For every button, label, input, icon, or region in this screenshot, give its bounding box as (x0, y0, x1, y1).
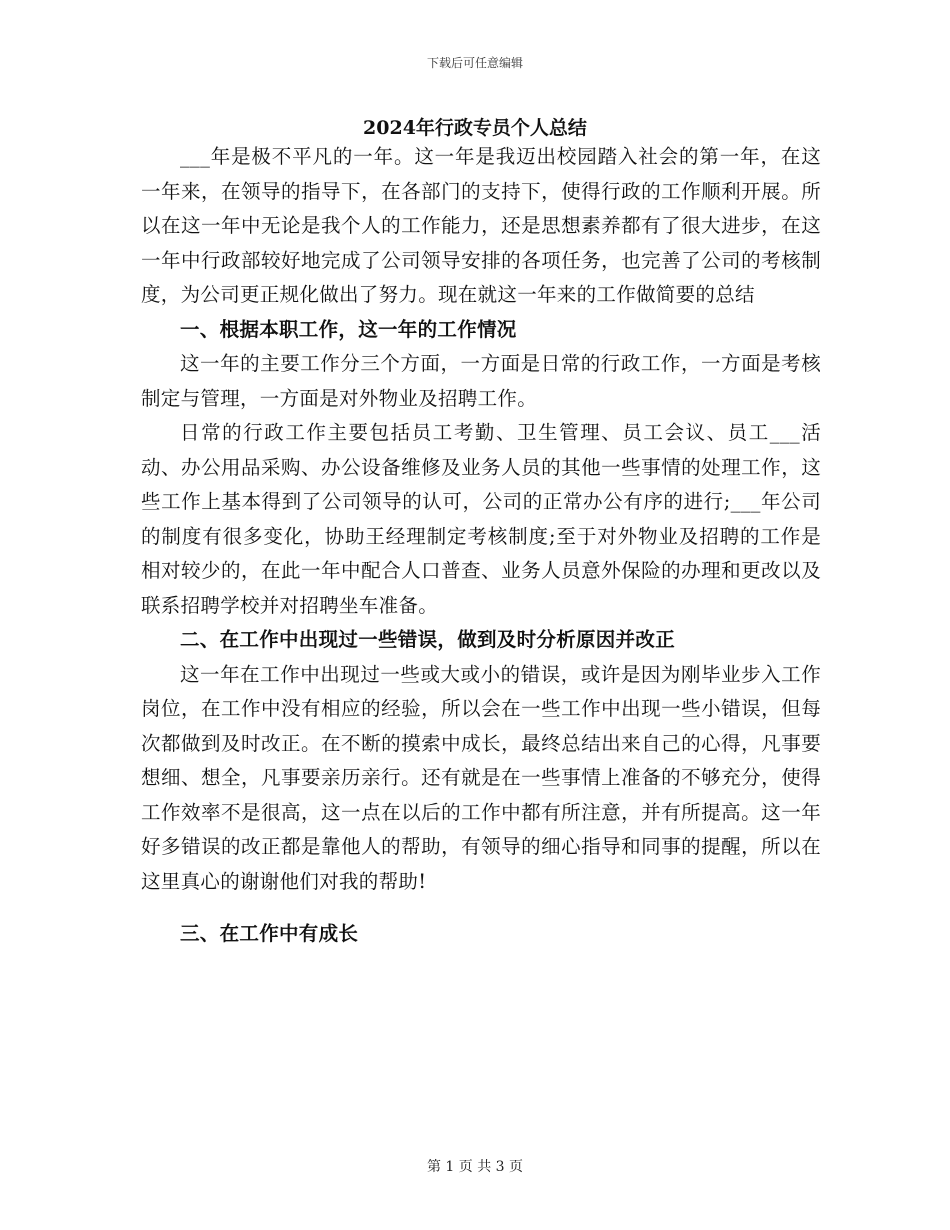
section-2-heading: 二、在工作中出现过一些错误，做到及时分析原因并改正 (180, 628, 676, 651)
header-note: 下载后可任意编辑 (426, 56, 523, 70)
section-3-heading: 三、在工作中有成长 (180, 922, 359, 945)
section-1-paragraph-2: 日常的行政工作主要包括员工考勤、卫生管理、员工会议、员工___活动、办公用品采购、办公设备维修及业务人员的其他一些事情的处理工作，这些工作上基本得到了公司领导的认可，公司的正常办公有序的进行;___年公司的制度有很多变化，协助王经理制定考核制度;至于对外物业及招聘的工作是相对较少的，在此一年中配合人口普查、业务人员意外保险的办理和更改以及联系招聘学校并对招聘坐车准备。 (141, 421, 821, 617)
intro-paragraph: ___年是极不平凡的一年。这一年是我迈出校园踏入社会的第一年，在这一年来，在领导的指导下，在各部门的支持下，使得行政的工作顺利开展。所以在这一年中无论是我个人的工作能力，还是思想素养都有了很大进步，在这一年中行政部较好地完成了公司领导安排的各项任务，也完善了公司的考核制度，为公司更正规化做出了努力。现在就这一年来的工作做简要的总结 (141, 145, 821, 306)
section-2-paragraph-1: 这一年在工作中出现过一些或大或小的错误，或许是因为刚毕业步入工作岗位，在工作中没有相应的经验，所以会在一些工作中出现一些小错误，但每次都做到及时改正。在不断的摸索中成长，最终总结出来自己的心得，凡事要想细、想全，凡事要亲历亲行。还有就是在一些事情上准备的不够充分，使得工作效率不是很高，这一点在以后的工作中都有所注意，并有所提高。这一年好多错误的改正都是靠他人的帮助，有领导的细心指导和同事的提醒，所以在这里真心的谢谢他们对我的帮助! (141, 662, 821, 893)
page-number: 第 1 页 共 3 页 (426, 1159, 524, 1175)
document-body (141, 140, 821, 952)
section-1-heading: 一、根据本职工作，这一年的工作情况 (180, 317, 517, 341)
document-title: 2024年行政专员个人总结 (363, 117, 587, 139)
section-1-paragraph-1: 这一年的主要工作分三个方面，一方面是日常的行政工作，一方面是考核制定与管理，一方面是对外物业及招聘工作。 (141, 352, 821, 410)
